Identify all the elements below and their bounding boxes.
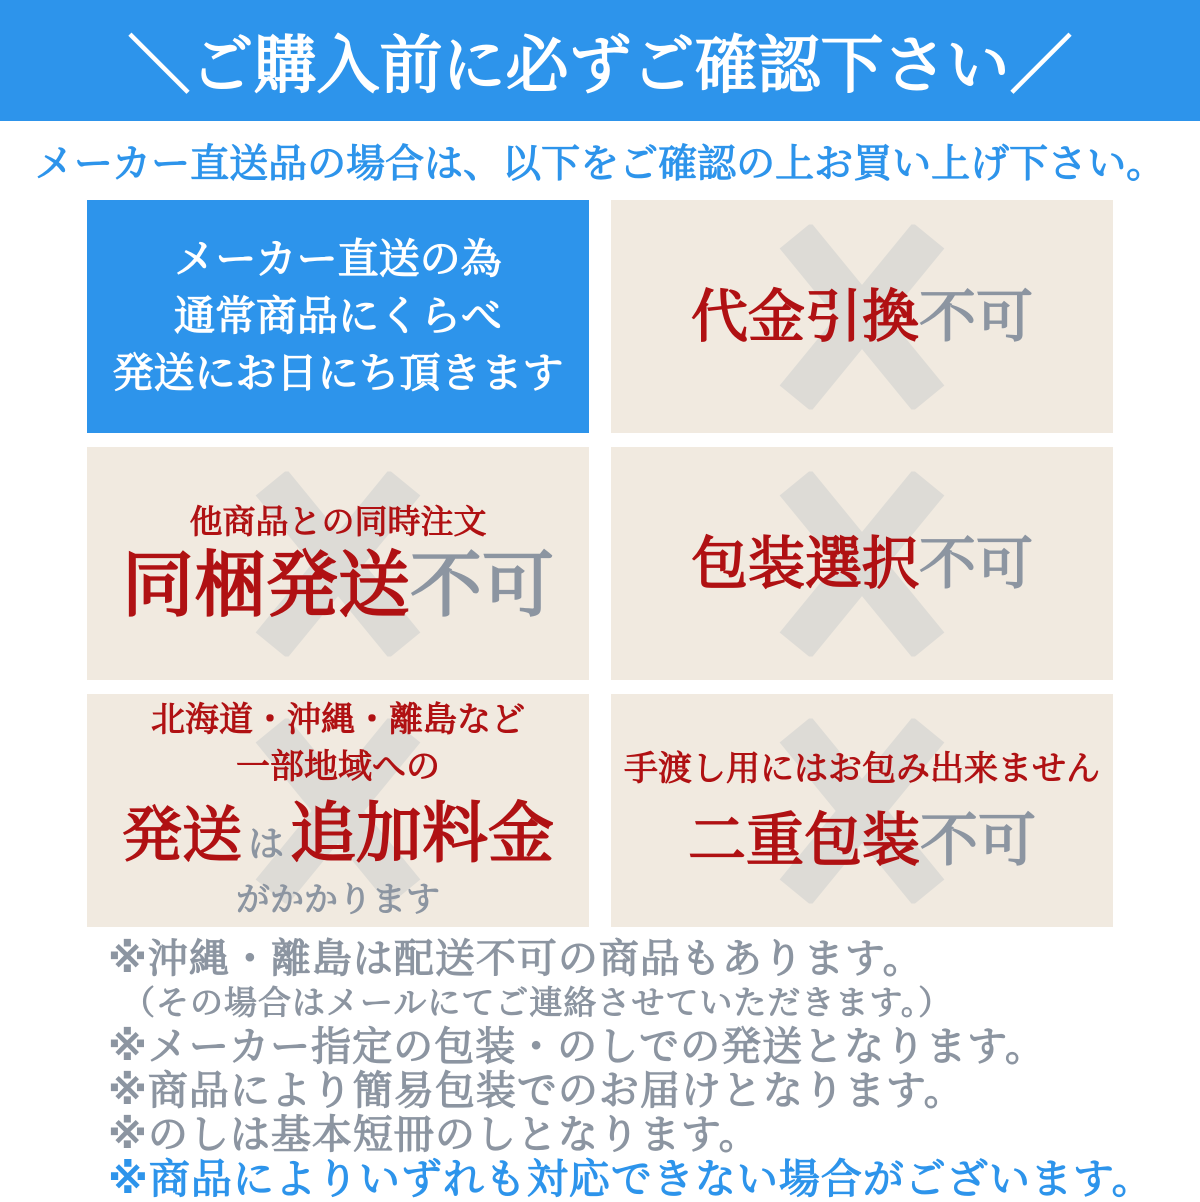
double-wrap-note: 手渡し用にはお包み出来ません <box>624 750 1100 788</box>
direct-shipping-line-2: 通常商品にくらべ <box>174 293 502 339</box>
direct-shipping-line-1: メーカー直送の為 <box>174 236 502 282</box>
remote-area-particle: は <box>247 823 284 864</box>
bundle-label: 同梱発送 <box>121 545 410 626</box>
bundle-note: 他商品との同時注文 <box>189 502 487 540</box>
remote-area-note-1: 北海道・沖縄・離島など <box>150 701 525 739</box>
cod-label: 代金引換 <box>691 284 919 349</box>
box-bundle-shipping-unavailable <box>87 447 589 680</box>
footnotes <box>108 937 1200 1201</box>
remote-area-note-2: 一部地域への <box>235 748 440 786</box>
box-double-wrap-unavailable <box>611 694 1113 927</box>
remote-area-shipping-label: 発送 <box>121 802 242 869</box>
box-direct-shipping <box>87 200 589 433</box>
double-wrap-unavailable-label: 不可 <box>920 808 1037 873</box>
footnote-not-supported: ※商品によりいずれも対応できない場合がございます。 <box>108 1156 1154 1202</box>
footnote-okinawa: ※沖縄・離島は配送不可の商品もあります。 <box>108 937 924 981</box>
footnote-noshi: ※のしは基本短冊のしとなります。 <box>108 1113 760 1157</box>
remote-area-tail: がかかります <box>235 881 440 919</box>
remote-area-extra-fee-label: 追加料金 <box>290 796 554 870</box>
footnote-maker-wrapping: ※メーカー指定の包装・のしでの発送となります。 <box>108 1025 1046 1069</box>
cod-unavailable-label: 不可 <box>919 284 1033 349</box>
box-cod-unavailable <box>611 200 1113 433</box>
bundle-unavailable-label: 不可 <box>410 545 555 626</box>
wrapping-select-unavailable-label: 不可 <box>919 531 1033 596</box>
footnote-email-contact: （その場合はメールにてご連絡させていただきます。） <box>122 984 953 1021</box>
page-title: ＼ご購入前に必ずご確認下さい／ <box>127 31 1073 101</box>
footnote-simple-wrapping: ※商品により簡易包装でのお届けとなります。 <box>108 1069 965 1113</box>
direct-shipping-line-3: 発送にお日にち頂きます <box>112 350 564 396</box>
subtitle-text: メーカー直送品の場合は、以下をご確認の上お買い上げ下さい。 <box>34 142 1166 186</box>
box-remote-area-fee <box>87 694 589 927</box>
notice-grid <box>87 200 1200 927</box>
box-wrapping-select-unavailable <box>611 447 1113 680</box>
header-banner <box>0 0 1200 121</box>
subtitle-row <box>0 121 1200 200</box>
double-wrap-label: 二重包装 <box>687 808 920 873</box>
wrapping-select-label: 包装選択 <box>691 531 919 596</box>
